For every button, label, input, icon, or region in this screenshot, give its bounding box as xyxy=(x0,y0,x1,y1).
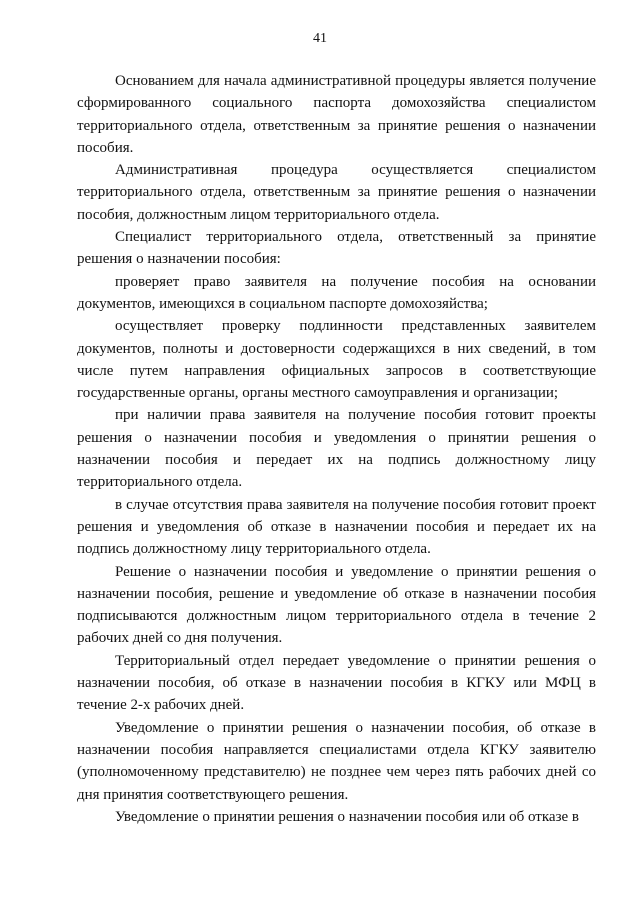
paragraph-signing: Решение о назначении пособия и уведомление о принятии решения о назначении пособия, решение и уведомление об отказе в назначении пособия подписываются должностным лицом территориального отдела в течение 2 рабочих дней со дня получения. xyxy=(77,563,596,647)
paragraph-specialist-duties-intro: Специалист территориального отдела, ответственный за принятие решения о назначении пособия: xyxy=(77,229,596,268)
paragraph-transfer: Территориальный отдел передает уведомление о принятии решения о назначении пособия, об отказе в назначении пособия в КГКУ или МФЦ в течение 2-х рабочих дней. xyxy=(77,652,596,714)
page-number: 41 xyxy=(313,31,327,46)
document-body xyxy=(77,70,596,828)
paragraph-notification-continued: Уведомление о принятии решения о назначении пособия или об отказе в xyxy=(115,808,579,825)
paragraph-prepare-refusal: в случае отсутствия права заявителя на получение пособия готовит проект решения и уведомления об отказе в назначении пособия и передает их на подпись должностному лицу территориального отдела. xyxy=(77,496,596,558)
paragraph-prepare-approval: при наличии права заявителя на получение пособия готовит проекты решения о назначении пособия и уведомления о принятии решения о назначении пособия и передает их на подпись должностному лицу территориального отдела. xyxy=(77,407,596,491)
paragraph-verify-documents: осуществляет проверку подлинности представленных заявителем документов, полноты и достоверности содержащихся в них сведений, в том числе путем направления официальных запросов в соответствующие государственные органы, органы местного самоуправления и организации; xyxy=(77,318,596,402)
paragraph-check-right: проверяет право заявителя на получение пособия на основании документов, имеющихся в социальном паспорте домохозяйства; xyxy=(77,273,596,312)
paragraph-basis: Основанием для начала административной процедуры является получение сформированного социального паспорта домохозяйства специалистом территориального отдела, ответственным за принятие решения о назначении пособия. xyxy=(77,73,596,156)
paragraph-procedure-performer: Административная процедура осуществляется специалистом территориального отдела, ответственным за принятие решения о назначении пособия, должностным лицом территориального отдела. xyxy=(77,162,596,223)
paragraph-notification-sending: Уведомление о принятии решения о назначении пособия, об отказе в назначении пособия направляется специалистами отдела КГКУ заявителю (уполномоченному представителю) не позднее чем через пять рабочих дней со дня принятия соответствующего решения. xyxy=(77,719,596,803)
